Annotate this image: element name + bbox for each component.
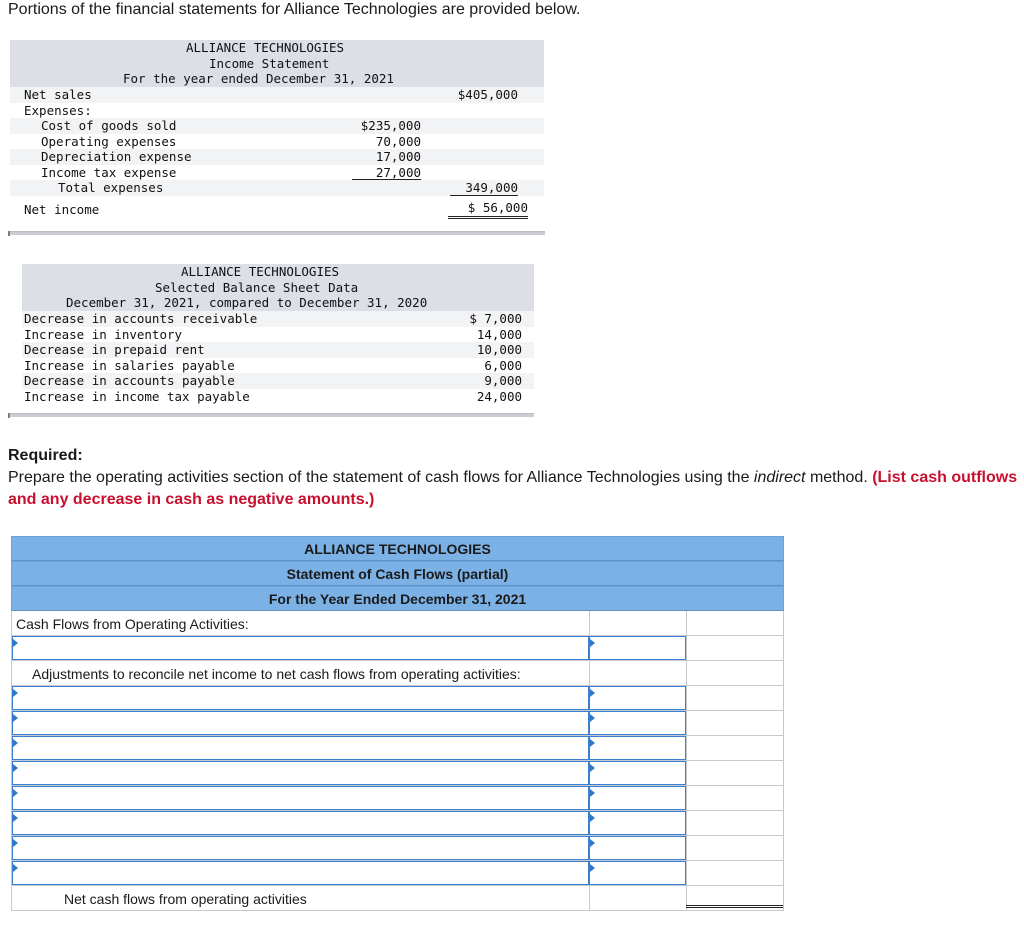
bs-item-label: Decrease in accounts payable: [24, 373, 235, 388]
dropdown-marker-icon: [13, 739, 18, 747]
amount-input[interactable]: [589, 786, 686, 810]
expense-label: Depreciation expense: [41, 149, 192, 164]
dropdown-marker-icon: [590, 839, 595, 847]
adjustment-row: [11, 761, 784, 786]
adjustments-label: Adjustments to reconcile net income to net cash flows from operating activities:: [32, 666, 521, 682]
adjustment-row: [11, 786, 784, 811]
expense-value: 27,000: [352, 165, 421, 181]
dropdown-marker-icon: [13, 764, 18, 772]
operating-header-row: [11, 611, 784, 636]
account-select[interactable]: [12, 736, 589, 760]
bs-item-value: 9,000: [484, 373, 522, 388]
dropdown-marker-icon: [590, 639, 595, 647]
required-text-italic: indirect: [753, 469, 806, 486]
total-expenses-value: 349,000: [450, 180, 518, 196]
adjustment-row: [11, 836, 784, 861]
adjustment-row: [11, 711, 784, 736]
dropdown-marker-icon: [590, 814, 595, 822]
expense-label: Income tax expense: [41, 164, 177, 180]
required-text: [8, 467, 1024, 511]
intro-text: Portions of the financial statements for Alliance Technologies are provided below.: [8, 1, 581, 18]
account-select[interactable]: [12, 636, 589, 660]
net-cash-label: Net cash flows from operating activities: [64, 891, 307, 907]
account-select[interactable]: [12, 811, 589, 835]
dropdown-marker-icon: [590, 789, 595, 797]
expenses-label: Expenses:: [24, 102, 92, 118]
amount-input[interactable]: [589, 636, 686, 660]
divider: [8, 231, 545, 235]
bs-item-value: 24,000: [476, 388, 522, 404]
dropdown-marker-icon: [13, 814, 18, 822]
expense-label: Cost of goods sold: [41, 118, 177, 133]
balance-sheet-data: [22, 264, 534, 420]
account-select[interactable]: [12, 786, 589, 810]
dropdown-marker-icon: [590, 689, 595, 697]
dropdown-marker-icon: [13, 689, 18, 697]
account-select[interactable]: [12, 861, 589, 885]
adjustment-row: [11, 861, 784, 886]
adjustment-row: [11, 686, 784, 711]
cash-flow-worksheet: [11, 536, 784, 911]
cf-period: For the Year Ended December 31, 2021: [11, 586, 784, 611]
dropdown-marker-icon: [13, 639, 18, 647]
amount-input[interactable]: [589, 761, 686, 785]
net-income-value: $ 56,000: [448, 200, 528, 219]
required-instruction: (List cash outflows and any decrease in cash as negative amounts.): [8, 469, 1018, 508]
net-cash-row: [11, 886, 784, 911]
bs-item-label: Decrease in accounts receivable: [24, 311, 258, 326]
amount-input[interactable]: [589, 811, 686, 835]
bs-item-label: Increase in income tax payable: [24, 388, 250, 404]
dropdown-marker-icon: [590, 864, 595, 872]
income-statement: [10, 40, 544, 236]
cf-company: ALLIANCE TECHNOLOGIES: [11, 536, 784, 561]
bs-item-label: Increase in salaries payable: [24, 357, 235, 373]
required-text-main: Prepare the operating activities section of the statement of cash flows for Alliance Technologies using the: [8, 469, 754, 486]
bs-item-value: 14,000: [476, 326, 522, 342]
bs-item-label: Decrease in prepaid rent: [24, 342, 205, 357]
net-income-label: Net income: [24, 202, 100, 217]
net-income-row: [11, 636, 784, 661]
account-select[interactable]: [12, 686, 589, 710]
amount-input[interactable]: [589, 686, 686, 710]
amount-input[interactable]: [589, 836, 686, 860]
is-period: For the year ended December 31, 2021: [123, 71, 394, 86]
expense-value: $235,000: [360, 118, 421, 133]
cf-title: Statement of Cash Flows (partial): [11, 561, 784, 586]
amount-input[interactable]: [589, 711, 686, 735]
bs-item-value: 6,000: [484, 357, 522, 373]
divider: [8, 413, 534, 417]
double-underline: [686, 905, 783, 908]
net-sales-label: Net sales: [24, 87, 92, 102]
required-text-2: method.: [805, 469, 873, 486]
dropdown-marker-icon: [590, 739, 595, 747]
adjustment-row: [11, 811, 784, 836]
account-select[interactable]: [12, 711, 589, 735]
expense-value: 17,000: [375, 149, 421, 164]
bs-item-value: $ 7,000: [469, 311, 522, 326]
adjustments-header-row: [11, 661, 784, 686]
dropdown-marker-icon: [13, 714, 18, 722]
dropdown-marker-icon: [13, 789, 18, 797]
is-company: ALLIANCE TECHNOLOGIES: [186, 40, 345, 55]
is-title: Income Statement: [209, 55, 330, 71]
bs-title: Selected Balance Sheet Data: [155, 279, 359, 295]
adjustment-row: [11, 736, 784, 761]
bs-item-label: Increase in inventory: [24, 326, 183, 342]
dropdown-marker-icon: [590, 714, 595, 722]
expense-value: 70,000: [375, 133, 421, 149]
operating-label: Cash Flows from Operating Activities:: [16, 616, 249, 632]
amount-input[interactable]: [589, 736, 686, 760]
account-select[interactable]: [12, 761, 589, 785]
bs-item-value: 10,000: [476, 342, 522, 357]
expense-label: Operating expenses: [41, 133, 177, 149]
required-title: Required:: [8, 447, 83, 464]
amount-input[interactable]: [589, 861, 686, 885]
dropdown-marker-icon: [13, 864, 18, 872]
total-expenses-label: Total expenses: [58, 180, 164, 195]
dropdown-marker-icon: [13, 839, 18, 847]
dropdown-marker-icon: [590, 764, 595, 772]
net-sales-value: $405,000: [457, 87, 518, 102]
bs-company: ALLIANCE TECHNOLOGIES: [181, 264, 340, 279]
account-select[interactable]: [12, 836, 589, 860]
bs-period: December 31, 2021, compared to December 31, 2020: [66, 295, 428, 310]
